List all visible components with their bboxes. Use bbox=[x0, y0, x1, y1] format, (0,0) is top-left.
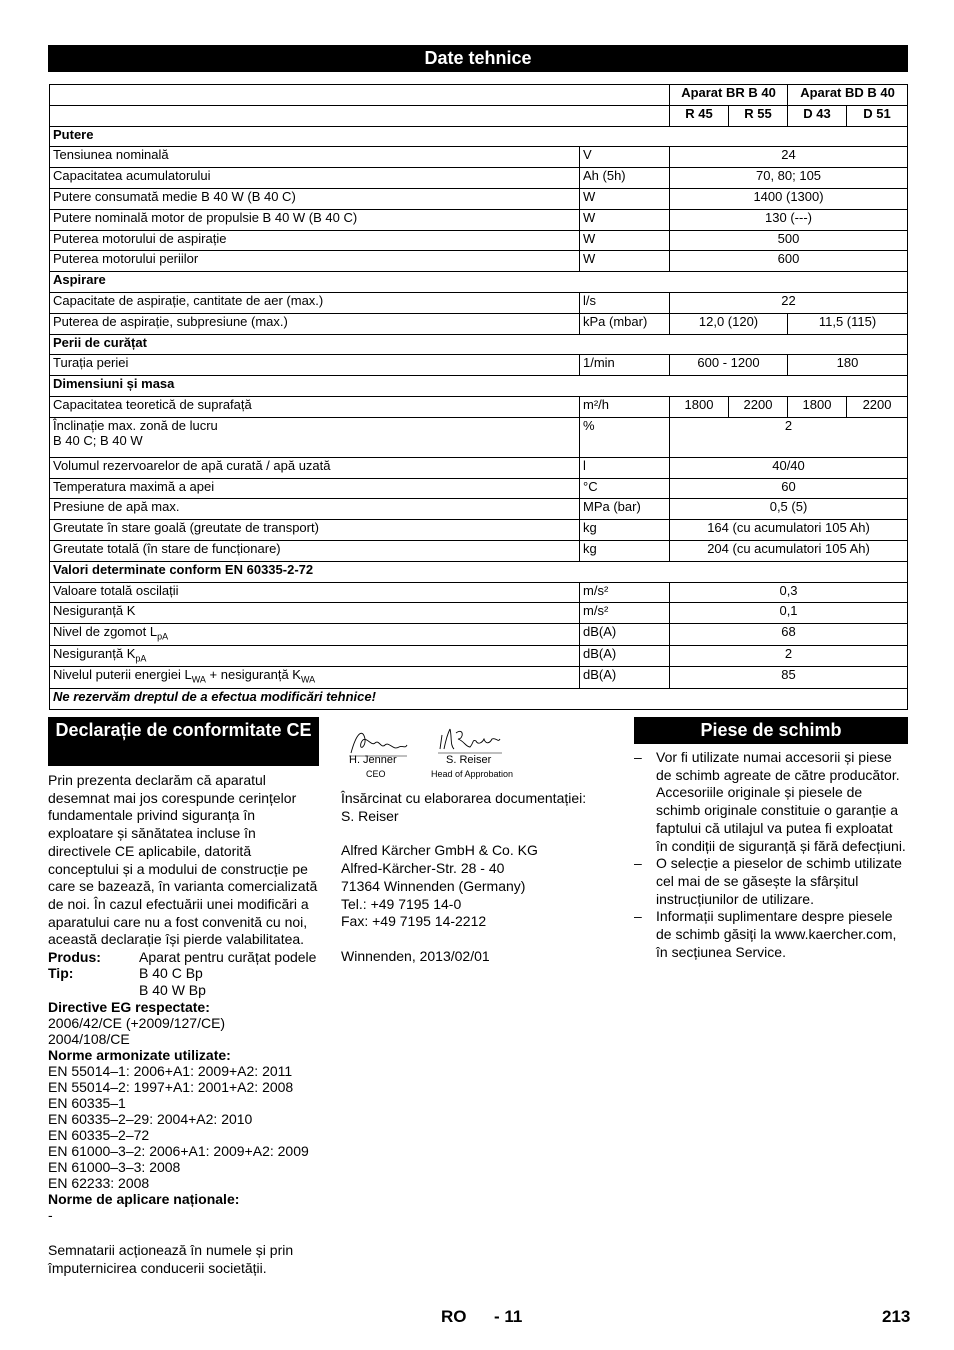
norm-item: EN 60335–2–29: 2004+A2: 2010 bbox=[48, 1111, 253, 1127]
table-row bbox=[50, 603, 908, 624]
type-label: Tip: bbox=[48, 965, 74, 981]
row-value: 1400 (1300) bbox=[670, 188, 908, 209]
row-label: Nesiguranță K bbox=[50, 603, 580, 624]
row-label: Putere consumată medie B 40 W (B 40 C) bbox=[50, 188, 580, 209]
directives-label: Directive EG respectate: bbox=[48, 999, 210, 1015]
row-label: Greutate în stare goală (greutate de transport) bbox=[50, 520, 580, 541]
product-label: Produs: bbox=[48, 949, 101, 965]
tech-data-table bbox=[49, 84, 908, 710]
row-value: 500 bbox=[670, 230, 908, 251]
model-d43: D 43 bbox=[788, 105, 847, 126]
row-label: Temperatura maximă a apei bbox=[50, 478, 580, 499]
row-label: Capacitatea acumulatorului bbox=[50, 168, 580, 189]
row-unit: dB(A) bbox=[580, 667, 670, 689]
table-footnote: Ne rezervăm dreptul de a efectua modificări tehnice! bbox=[50, 688, 908, 709]
row-value: 204 (cu acumulatori 105 Ah) bbox=[670, 540, 908, 561]
row-value-d43: 1800 bbox=[788, 396, 847, 417]
section-perii: Perii de curățat bbox=[50, 334, 908, 355]
place-date: Winnenden, 2013/02/01 bbox=[341, 947, 490, 964]
section-dimensiuni: Dimensiuni și masa bbox=[50, 376, 908, 397]
row-value: 0,1 bbox=[670, 603, 908, 624]
model-group-bd: Aparat BD B 40 bbox=[788, 85, 908, 106]
row-value: 2 bbox=[670, 645, 908, 667]
row-label: Tensiunea nominală bbox=[50, 147, 580, 168]
section-aspirare: Aspirare bbox=[50, 272, 908, 293]
row-unit: W bbox=[580, 251, 670, 272]
row-label-line1: Înclinație max. zonă de lucru bbox=[53, 417, 218, 433]
row-label bbox=[50, 645, 580, 667]
row-unit: dB(A) bbox=[580, 645, 670, 667]
row-value-r45: 1800 bbox=[670, 396, 729, 417]
row-unit: W bbox=[580, 209, 670, 230]
norm-item: EN 61000–3–3: 2008 bbox=[48, 1159, 181, 1175]
documentation-name: S. Reiser bbox=[341, 807, 399, 824]
row-value-d51: 2200 bbox=[847, 396, 908, 417]
table-row bbox=[50, 540, 908, 561]
national-norms-label: Norme de aplicare naționale: bbox=[48, 1191, 240, 1207]
norm-item: EN 61000–3–2: 2006+A1: 2009+A2: 2009 bbox=[48, 1143, 309, 1159]
section-row bbox=[50, 561, 908, 582]
table-row bbox=[50, 168, 908, 189]
row-value: 600 bbox=[670, 251, 908, 272]
row-label-text: Nesiguranță K bbox=[53, 645, 136, 661]
company-line: Alfred Kärcher GmbH & Co. KG bbox=[341, 842, 538, 859]
row-value: 60 bbox=[670, 478, 908, 499]
row-label-text: Nivel de zgomot L bbox=[53, 624, 158, 640]
spare-parts-title: Piese de schimb bbox=[700, 720, 842, 740]
model-r45: R 45 bbox=[670, 105, 729, 126]
signer-2-name: S. Reiser bbox=[446, 754, 492, 766]
table-subheader-row bbox=[50, 105, 908, 126]
type-value-1: B 40 C Bp bbox=[139, 965, 203, 981]
row-unit: l/s bbox=[580, 292, 670, 313]
section-row bbox=[50, 126, 908, 147]
table-row bbox=[50, 209, 908, 230]
norm-item: EN 55014–2: 1997+A1: 2001+A2: 2008 bbox=[48, 1079, 294, 1095]
table-row bbox=[50, 624, 908, 646]
spare-parts-list bbox=[634, 749, 908, 961]
row-unit: kg bbox=[580, 540, 670, 561]
table-row bbox=[50, 355, 908, 376]
declaration-body bbox=[48, 772, 322, 1277]
row-label bbox=[50, 417, 580, 457]
row-value: 68 bbox=[670, 624, 908, 646]
company-line: Fax: +49 7195 14-2212 bbox=[341, 913, 487, 930]
list-item: – Vor fi utilizate numai accesorii și piese de schimb agreate de către producător. Accesoriile originale și piesele de schimb originale constituie o garanție a faptului că utilajul va putea fi exploatat în condiții de siguranță și fără defecțiuni. bbox=[634, 749, 908, 855]
section-row bbox=[50, 334, 908, 355]
row-value-br: 600 - 1200 bbox=[670, 355, 788, 376]
table-row bbox=[50, 499, 908, 520]
row-label: Greutate totală (în stare de funcționare) bbox=[50, 540, 580, 561]
row-unit: MPa (bar) bbox=[580, 499, 670, 520]
model-group-br: Aparat BR B 40 bbox=[670, 85, 788, 106]
row-value: 0,5 (5) bbox=[670, 499, 908, 520]
row-unit: °C bbox=[580, 478, 670, 499]
footnote-row bbox=[50, 688, 908, 709]
table-row bbox=[50, 251, 908, 272]
product-value: Aparat pentru curățat podele bbox=[139, 949, 317, 965]
row-label: Turația periei bbox=[50, 355, 580, 376]
row-label-line2: B 40 C; B 40 W bbox=[53, 432, 143, 448]
row-label: Capacitate de aspirație, cantitate de aer (max.) bbox=[50, 292, 580, 313]
row-value: 85 bbox=[670, 667, 908, 689]
table-row bbox=[50, 313, 908, 334]
spare-parts-body bbox=[634, 749, 908, 961]
directive-item: 2004/108/CE bbox=[48, 1031, 130, 1047]
row-unit: m/s² bbox=[580, 603, 670, 624]
section-row bbox=[50, 376, 908, 397]
row-label: Volumul rezervoarelor de apă curată / apă uzată bbox=[50, 457, 580, 478]
row-unit: kg bbox=[580, 520, 670, 541]
row-value-bd: 180 bbox=[788, 355, 908, 376]
row-value: 130 (---) bbox=[670, 209, 908, 230]
documentation-label: Însărcinat cu elaborarea documentației: bbox=[341, 790, 587, 806]
row-unit: % bbox=[580, 417, 670, 457]
row-unit: dB(A) bbox=[580, 624, 670, 646]
norm-item: EN 60335–1 bbox=[48, 1095, 126, 1111]
table-row bbox=[50, 582, 908, 603]
row-label: Puterea motorului periilor bbox=[50, 251, 580, 272]
row-unit: kPa (mbar) bbox=[580, 313, 670, 334]
signer-2-role: Head of Approbation bbox=[431, 769, 514, 779]
table-row bbox=[50, 520, 908, 541]
row-value-r55: 2200 bbox=[729, 396, 788, 417]
row-value: 40/40 bbox=[670, 457, 908, 478]
type-line bbox=[48, 965, 322, 981]
row-unit: W bbox=[580, 188, 670, 209]
row-unit: l bbox=[580, 457, 670, 478]
footer-page-total: 213 bbox=[882, 1307, 911, 1326]
row-value-bd: 11,5 (115) bbox=[788, 313, 908, 334]
row-label-sub: pA bbox=[157, 631, 169, 642]
row-value: 0,3 bbox=[670, 582, 908, 603]
national-norms-value: - bbox=[48, 1207, 53, 1223]
row-value-br: 12,0 (120) bbox=[670, 313, 788, 334]
company-line: 71364 Winnenden (Germany) bbox=[341, 877, 526, 894]
row-value: 24 bbox=[670, 147, 908, 168]
table-row bbox=[50, 478, 908, 499]
row-unit: m²/h bbox=[580, 396, 670, 417]
table-row bbox=[50, 396, 908, 417]
row-unit: W bbox=[580, 230, 670, 251]
type-value-2: B 40 W Bp bbox=[139, 982, 206, 998]
declaration-closing: Semnatarii acționează în numele și prin împuternicirea conducerii societății. bbox=[48, 1242, 294, 1276]
row-value: 70, 80; 105 bbox=[670, 168, 908, 189]
row-label-sub-b: WA bbox=[300, 674, 316, 685]
table-row bbox=[50, 645, 908, 667]
footer-language: RO bbox=[441, 1307, 467, 1326]
table-row bbox=[50, 667, 908, 689]
product-line bbox=[48, 949, 322, 965]
tech-data-title: Date tehnice bbox=[424, 48, 532, 68]
footer-page-local: - 11 bbox=[494, 1307, 523, 1326]
directive-item: 2006/42/CE (+2009/127/CE) bbox=[48, 1015, 226, 1031]
declaration-header bbox=[48, 717, 319, 766]
signer-1-role: CEO bbox=[366, 769, 386, 779]
norm-item: EN 62233: 2008 bbox=[48, 1175, 150, 1191]
norms-label: Norme armonizate utilizate: bbox=[48, 1047, 231, 1063]
row-label: Presiune de apă max. bbox=[50, 499, 580, 520]
row-label-text-b: + nesiguranță K bbox=[205, 667, 301, 683]
model-d51: D 51 bbox=[847, 105, 908, 126]
row-unit: V bbox=[580, 147, 670, 168]
company-line: Tel.: +49 7195 14-0 bbox=[341, 895, 462, 912]
row-value: 2 bbox=[670, 417, 908, 457]
table-row bbox=[50, 147, 908, 168]
signer-1-name: H. Jenner bbox=[349, 754, 397, 766]
list-item: – O selecție a pieselor de schimb utilizate cel mai de se găsește la sfârșitul instrucțiunilor de utilizare. bbox=[634, 855, 908, 908]
row-unit: Ah (5h) bbox=[580, 168, 670, 189]
norm-item: EN 60335–2–72 bbox=[48, 1127, 150, 1143]
row-label-sub: pA bbox=[135, 653, 147, 664]
table-row bbox=[50, 292, 908, 313]
row-label bbox=[50, 624, 580, 646]
table-row bbox=[50, 417, 908, 457]
row-label: Puterea motorului de aspirație bbox=[50, 230, 580, 251]
model-r55: R 55 bbox=[729, 105, 788, 126]
section-row bbox=[50, 272, 908, 293]
row-unit: m/s² bbox=[580, 582, 670, 603]
row-unit: 1/min bbox=[580, 355, 670, 376]
row-label: Valoare totală oscilații bbox=[50, 582, 580, 603]
company-line: Alfred-Kärcher-Str. 28 - 40 bbox=[341, 860, 505, 877]
row-label: Puterea de aspirație, subpresiune (max.) bbox=[50, 313, 580, 334]
section-putere: Putere bbox=[50, 126, 908, 147]
declaration-title: Declarație de conformitate CE bbox=[55, 720, 312, 740]
table-header-row bbox=[50, 85, 908, 106]
declaration-intro: Prin prezenta declarăm că aparatul desemnat mai jos corespunde cerințelor fundamentale privind siguranța în exploatare și sănătatea incluse în directivele CE aplicabile, datorită conceptului și a modului de construcție pe care se bazează, în varianta comercializată de noi. În cazul efectuării unei modificări a aparatului care nu a fost convenită cu noi, această declarație își pierde valabilitatea. bbox=[48, 772, 318, 948]
row-label: Putere nominală motor de propulsie B 40 W (B 40 C) bbox=[50, 209, 580, 230]
row-value: 164 (cu acumulatori 105 Ah) bbox=[670, 520, 908, 541]
row-label: Capacitatea teoretică de suprafață bbox=[50, 396, 580, 417]
tech-data-header bbox=[48, 45, 908, 72]
type-line-2 bbox=[48, 981, 322, 999]
documentation-block bbox=[341, 790, 611, 966]
table-row bbox=[50, 188, 908, 209]
table-row bbox=[50, 230, 908, 251]
norm-item: EN 55014–1: 2006+A1: 2009+A2: 2011 bbox=[48, 1063, 293, 1079]
row-label-sub: WA bbox=[191, 674, 206, 685]
row-label bbox=[50, 667, 580, 689]
list-item: – Informații suplimentare despre piesele de schimb găsiți la www.kaercher.com, în secțiunea Service. bbox=[634, 908, 908, 961]
spare-parts-header bbox=[634, 717, 908, 744]
row-value: 22 bbox=[670, 292, 908, 313]
row-label-text: Nivelul puterii energiei L bbox=[53, 667, 192, 683]
section-valori: Valori determinate conform EN 60335-2-72 bbox=[50, 561, 908, 582]
table-row bbox=[50, 457, 908, 478]
